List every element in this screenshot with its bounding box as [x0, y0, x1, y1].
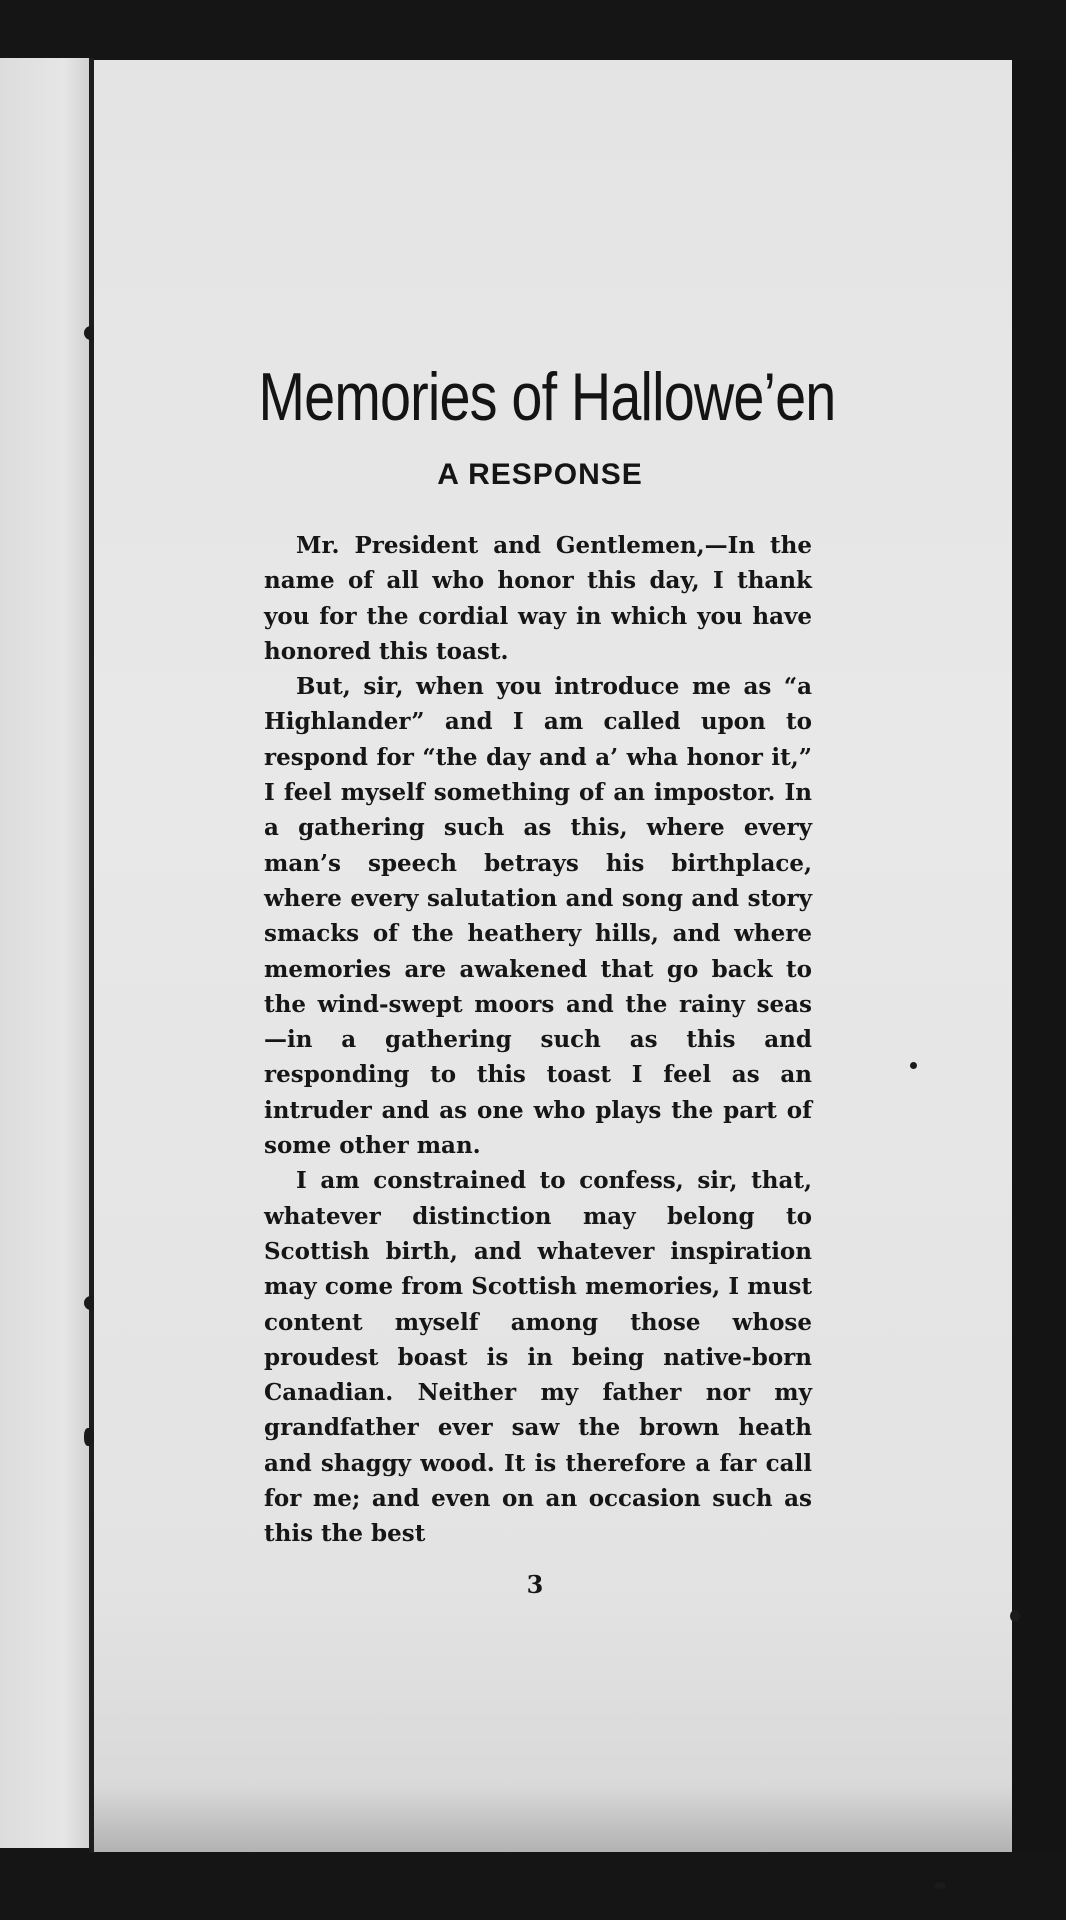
- page-number: 3: [526, 1570, 544, 1599]
- binding-mark: [84, 1428, 94, 1446]
- right-edge: [1012, 60, 1066, 1852]
- scan-speck: [910, 1062, 917, 1069]
- paragraph: But, sir, when you introduce me as “a Highlander” and I am called upon to respond for “the day and a’ wha honor it,” I feel myself something of an impostor. In a gathering such as this, where every man’s speech betrays his birthplace, where every salutation and song and story smacks of the heathery hills, and where memories are awakened that go back to the wind-swept moors and the rainy seas—in a gathering such as this and responding to this toast I feel as an intruder and as one who plays the part of some other man.: [264, 673, 812, 1160]
- left-page-edge: [0, 58, 92, 1848]
- page-title: Memories of Hallowe’en: [258, 359, 836, 435]
- scan-speck: [1010, 1610, 1020, 1622]
- paragraph: I am constrained to confess, sir, that, whatever distinction may belong to Scottish birth, and whatever inspiration may come from Scottish memories, I must content myself among those whose proudest boast is in being native-born Canadian. Neither my father nor my grandfather ever saw the brown heath and shaggy wood. It is therefore a far call for me; and even on an occasion such as this the best: [264, 1167, 812, 1548]
- page-subtitle: A RESPONSE: [437, 458, 643, 491]
- paragraph: Mr. President and Gentlemen,—In the name of all who honor this day, I thank you for the cordial way in which you have honored this toast.: [264, 532, 812, 665]
- page-shadow: [94, 1786, 1012, 1852]
- body-text: [264, 528, 812, 1552]
- scan-speck: [934, 1882, 946, 1889]
